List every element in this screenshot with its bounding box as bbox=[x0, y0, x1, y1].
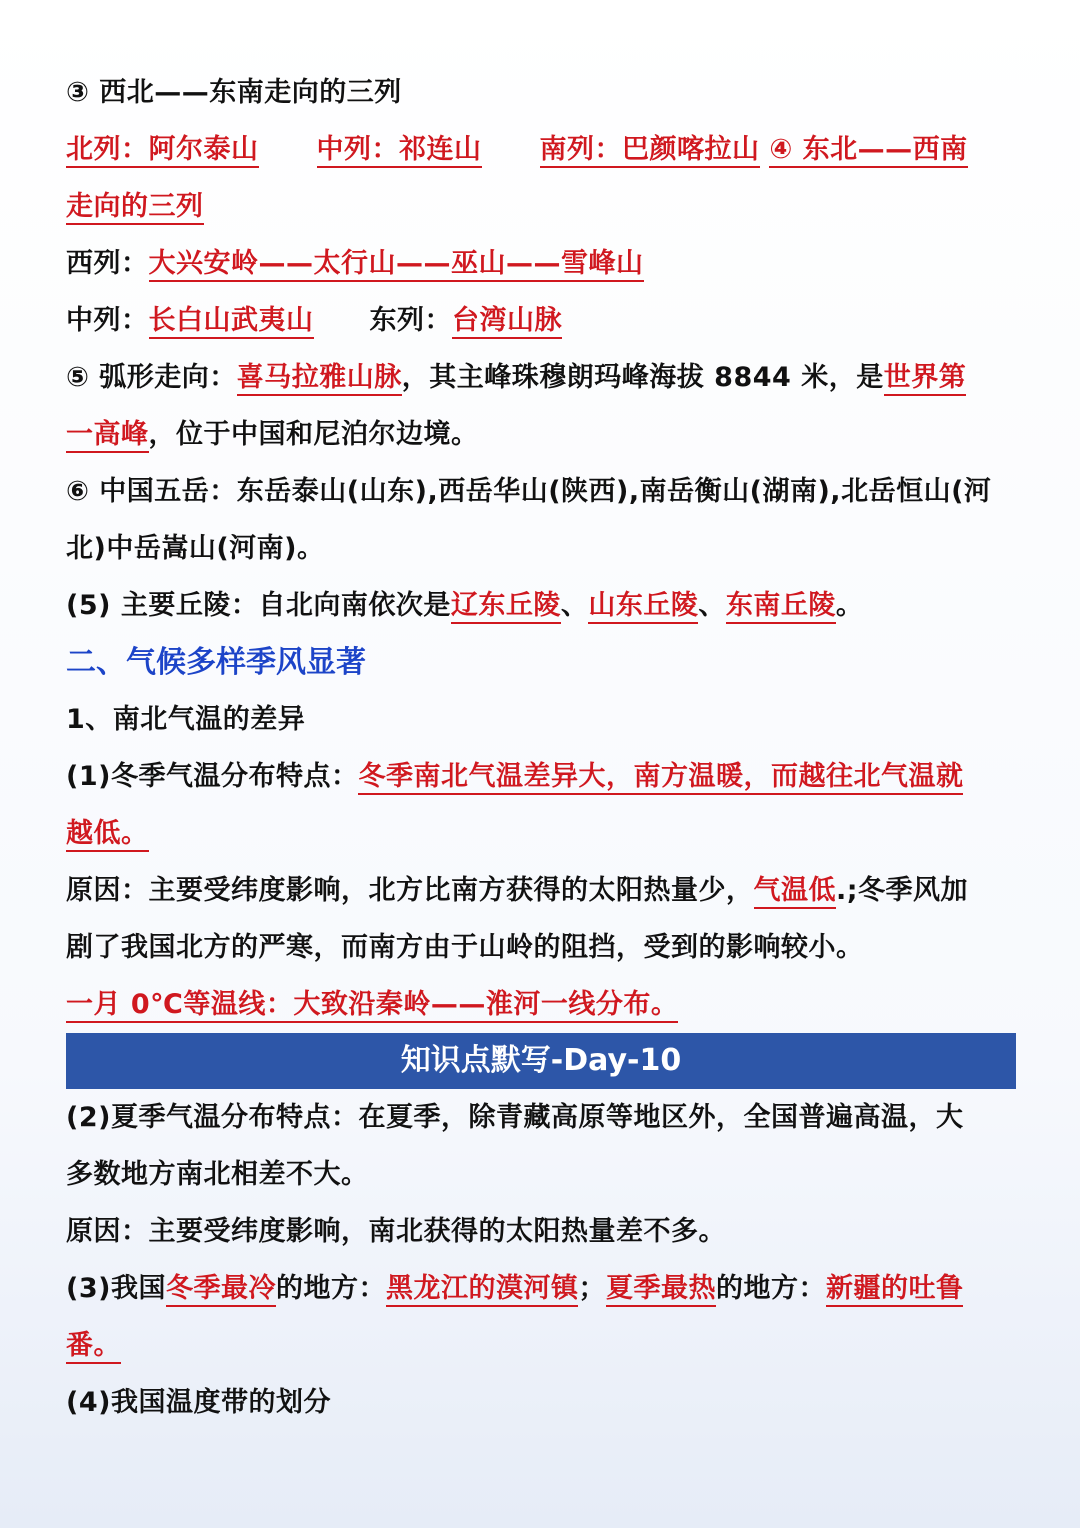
text-span: ； bbox=[578, 1273, 606, 1304]
text-line: 北)中岳嵩山(河南)。 bbox=[66, 533, 325, 564]
text-span: (5) 主要丘陵：自北向南依次是 bbox=[66, 590, 451, 621]
text-line bbox=[66, 349, 1016, 406]
text-line bbox=[66, 121, 1016, 178]
label: 西列： bbox=[66, 248, 149, 279]
text-span: 。 bbox=[835, 590, 864, 621]
himalaya: 喜马拉雅山脉 bbox=[237, 362, 402, 396]
separator: 、 bbox=[560, 590, 589, 621]
text-line bbox=[66, 1260, 1016, 1317]
text-line bbox=[66, 862, 1016, 919]
hottest: 夏季最热 bbox=[606, 1273, 716, 1307]
isotherm-line: 一月 0℃等温线：大致沿秦岭——淮河一线分布。 bbox=[66, 989, 678, 1023]
text-line bbox=[66, 577, 1016, 634]
winter-feature: 冬季南北气温差异大，南方温暖，而越往北气温就 bbox=[358, 761, 963, 795]
west-range: 大兴安岭——太行山——巫山——雪峰山 bbox=[149, 248, 644, 282]
text-line: 多数地方南北相差不大。 bbox=[66, 1159, 369, 1190]
east-range: 台湾山脉 bbox=[452, 305, 562, 339]
text-line bbox=[66, 976, 1016, 1033]
text-line bbox=[66, 235, 1016, 292]
text-span: ，位于中国和尼泊尔边境。 bbox=[148, 419, 479, 450]
section-heading: 二、气候多样季风显著 bbox=[66, 645, 366, 680]
coldest: 冬季最冷 bbox=[166, 1273, 276, 1307]
text-span: 的地方： bbox=[275, 1273, 386, 1304]
label: 东列： bbox=[369, 305, 452, 336]
text-line: (4)我国温度带的划分 bbox=[66, 1387, 331, 1418]
text-line: 剧了我国北方的严寒，而南方由于山岭的阻挡，受到的影响较小。 bbox=[66, 932, 864, 963]
text-span: 原因：主要受纬度影响，北方比南方获得的太阳热量少， bbox=[66, 875, 754, 906]
text-line bbox=[66, 748, 1016, 805]
middle-range: 中列：祁连山 bbox=[317, 134, 482, 168]
text-line: ⑥ 中国五岳：东岳泰山(山东),西岳华山(陕西),南岳衡山(湖南),北岳恒山(河 bbox=[66, 476, 992, 507]
text-line bbox=[66, 805, 1016, 862]
text-line bbox=[66, 1317, 1016, 1374]
text-span: ，其主峰珠穆朗玛峰海拔 8844 米，是 bbox=[401, 362, 884, 393]
mohe: 黑龙江的漠河镇 bbox=[386, 1273, 579, 1307]
item-4-heading-cont: 走向的三列 bbox=[66, 191, 204, 225]
text-line: 原因：主要受纬度影响，南北获得的太阳热量差不多。 bbox=[66, 1216, 726, 1247]
hills-shandong: 山东丘陵 bbox=[588, 590, 698, 624]
north-range: 北列：阿尔泰山 bbox=[66, 134, 259, 168]
text-line: ③ 西北——东南走向的三列 bbox=[66, 77, 402, 108]
middle-range-ne: 长白山武夷山 bbox=[149, 305, 314, 339]
text-line bbox=[66, 406, 1016, 463]
item-4-heading: ④ 东北——西南 bbox=[769, 134, 967, 168]
winter-feature-cont: 越低。 bbox=[66, 818, 149, 852]
hills-liaodong: 辽东丘陵 bbox=[451, 590, 561, 624]
text-line bbox=[66, 292, 1016, 349]
world-highest: 世界第 bbox=[884, 362, 967, 396]
text-span: (3)我国 bbox=[66, 1273, 166, 1304]
document-body bbox=[66, 64, 1016, 1431]
text-line: 1、南北气温的差异 bbox=[66, 704, 306, 735]
item-5-prefix: ⑤ 弧形走向： bbox=[66, 362, 237, 393]
text-span: .;冬季风加 bbox=[836, 875, 969, 906]
hills-southeast: 东南丘陵 bbox=[726, 590, 836, 624]
banner: 知识点默写-Day-10 bbox=[66, 1033, 1016, 1089]
text-line: (2)夏季气温分布特点：在夏季，除青藏高原等地区外，全国普遍高温，大 bbox=[66, 1102, 964, 1133]
world-highest-cont: 一高峰 bbox=[66, 419, 149, 453]
text-line bbox=[66, 178, 1016, 235]
label: 中列： bbox=[66, 305, 149, 336]
south-range: 南列：巴颜喀拉山 bbox=[540, 134, 760, 168]
low-temp: 气温低 bbox=[754, 875, 837, 909]
text-span: (1)冬季气温分布特点： bbox=[66, 761, 359, 792]
separator: 、 bbox=[698, 590, 726, 621]
turpan-cont: 番。 bbox=[66, 1330, 121, 1364]
text-span: 的地方： bbox=[715, 1273, 826, 1304]
turpan: 新疆的吐鲁 bbox=[826, 1273, 964, 1307]
